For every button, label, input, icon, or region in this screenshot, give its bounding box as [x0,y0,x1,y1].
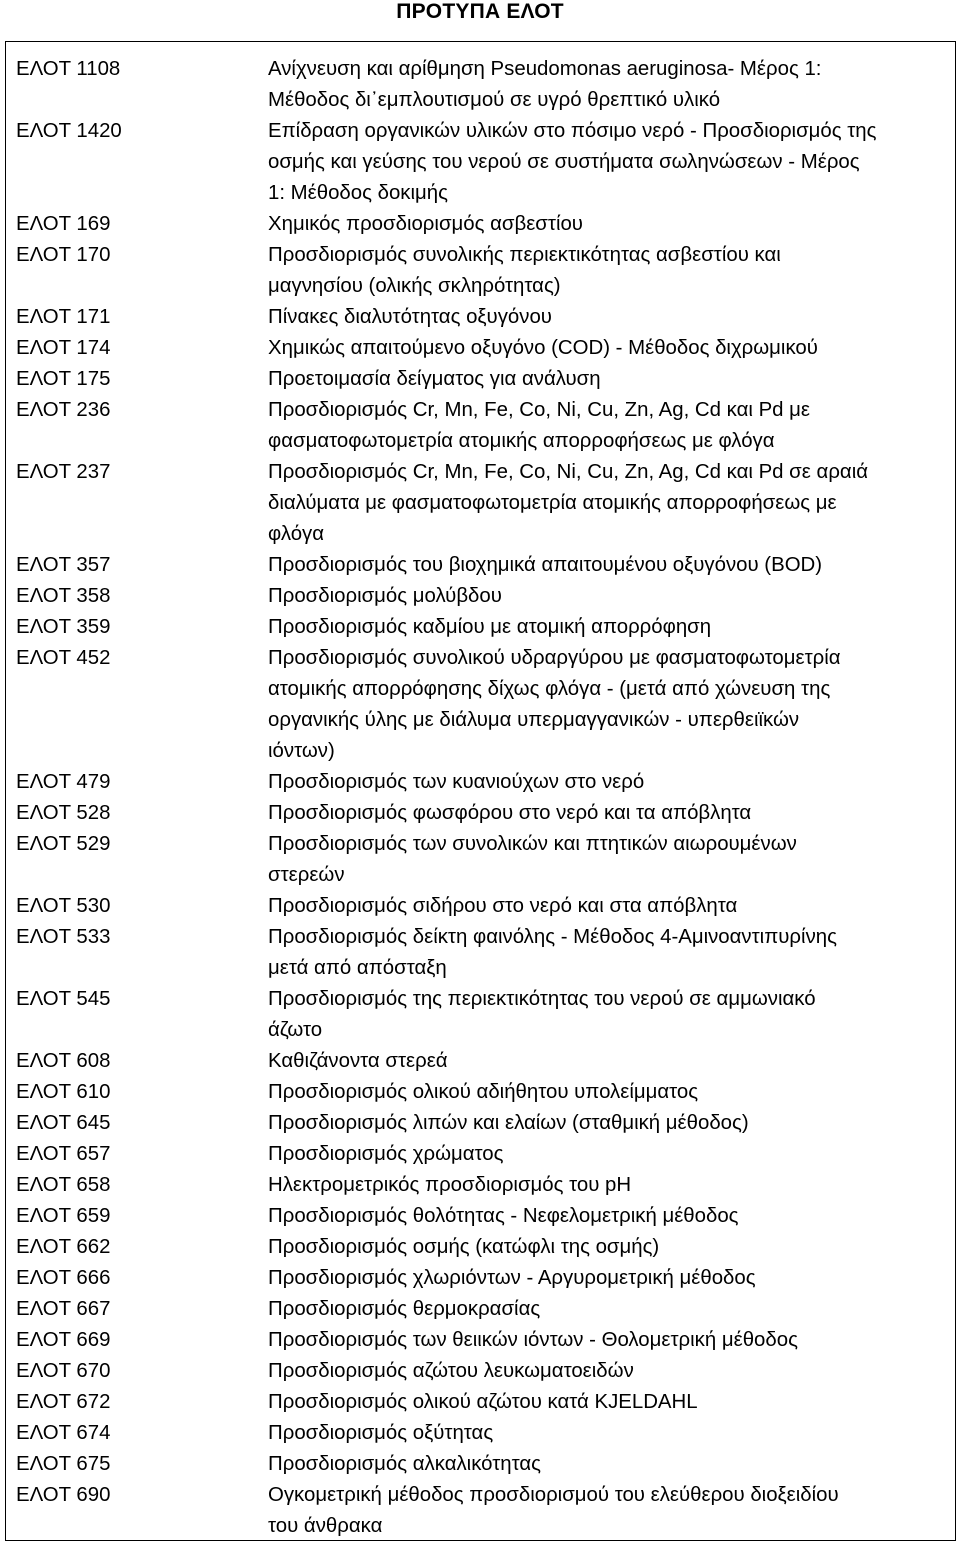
standard-code: ΕΛΟΤ 675 [16,1453,111,1475]
standard-code: ΕΛΟΤ 662 [16,1236,111,1258]
standard-code: ΕΛΟΤ 610 [16,1081,111,1103]
table-row [6,1480,955,1542]
standard-code: ΕΛΟΤ 528 [16,802,111,824]
table-row [6,302,955,333]
description-line: Χημικώς απαιτούμενο οξυγόνο (COD) - Μέθοδος διχρωμικού [268,337,818,359]
standard-description [268,1387,955,1418]
description-line: Προσδιορισμός του βιοχημικά απαιτουμένου οξυγόνου (BOD) [268,554,823,576]
standard-description [268,1356,955,1387]
description-line: Προσδιορισμός θολότητας - Νεφελομετρική μέθοδος [268,1205,739,1227]
description-line: Προετοιμασία δείγματος για ανάλυση [268,368,601,390]
table-row [6,798,955,829]
table-row [6,829,955,891]
page-title: ΠΡΟΤΥΠΑ ΕΛΟΤ [396,0,564,23]
standard-code: ΕΛΟΤ 672 [16,1391,111,1413]
table-row [6,333,955,364]
standard-code: ΕΛΟΤ 359 [16,616,111,638]
description-line: Ογκομετρική μέθοδος προσδιορισμού του ελεύθερου διοξειδίου [268,1484,839,1506]
description-line: Προσδιορισμός των κυανιούχων στο νερό [268,771,645,793]
description-line: μαγνησίου (ολικής σκληρότητας) [268,275,561,297]
standard-description [268,240,955,302]
description-line: μετά από απόσταξη [268,957,447,979]
standard-description [268,1170,955,1201]
standard-code: ΕΛΟΤ 545 [16,988,111,1010]
standard-description [268,302,955,333]
standard-description [268,922,955,984]
description-line: Προσδιορισμός της περιεκτικότητας του νερού σε αμμωνιακό [268,988,816,1010]
table-row [6,1418,955,1449]
description-line: Προσδιορισμός οσμής (κατώφλι της οσμής) [268,1236,660,1258]
standard-description [268,829,955,891]
description-line: φλόγα [268,523,325,545]
table-row [6,891,955,922]
description-line: Προσδιορισμός καδμίου με ατομική απορρόφηση [268,616,712,638]
description-line: Χημικός προσδιορισμός ασβεστίου [268,213,583,235]
description-line: Προσδιορισμός συνολικού υδραργύρου με φασματοφωτομετρία [268,647,841,669]
description-line: Προσδιορισμός των θειικών ιόντων - Θολομετρική μέθοδος [268,1329,798,1351]
description-line: 1: Μέθοδος δοκιμής [268,182,448,204]
table-row [6,550,955,581]
description-line: Προσδιορισμός οξύτητας [268,1422,494,1444]
standard-description [268,1418,955,1449]
description-line: Προσδιορισμός ολικού αδιήθητου υπολείμματος [268,1081,699,1103]
description-line: Προσδιορισμός χρώματος [268,1143,504,1165]
standard-description [268,209,955,240]
standard-description [268,1232,955,1263]
table-row [6,1046,955,1077]
description-line: Προσδιορισμός δείκτη φαινόλης - Μέθοδος 4-Αμινοαντιπυρίνης [268,926,837,948]
table-row [6,1108,955,1139]
standard-description [268,1294,955,1325]
table-row [6,1449,955,1480]
table-row [6,1139,955,1170]
standard-code: ΕΛΟΤ 169 [16,213,111,235]
table-row [6,1356,955,1387]
standard-code: ΕΛΟΤ 1420 [16,120,122,142]
standard-description [268,1325,955,1356]
description-line: Καθιζάνοντα στερεά [268,1050,448,1072]
standard-code: ΕΛΟΤ 357 [16,554,111,576]
standard-code: ΕΛΟΤ 170 [16,244,111,266]
standard-code: ΕΛΟΤ 669 [16,1329,111,1351]
standard-description [268,395,955,457]
standard-code: ΕΛΟΤ 666 [16,1267,111,1289]
description-line: άζωτο [268,1019,323,1041]
standard-description [268,364,955,395]
standard-description [268,116,955,209]
standard-description [268,1449,955,1480]
table-row [6,612,955,643]
standard-code: ΕΛΟΤ 452 [16,647,111,669]
standard-description [268,1263,955,1294]
table-row [6,1387,955,1418]
standard-code: ΕΛΟΤ 608 [16,1050,111,1072]
description-line: Προσδιορισμός αζώτου λευκωματοειδών [268,1360,634,1382]
standard-description [268,581,955,612]
standard-code: ΕΛΟΤ 479 [16,771,111,793]
standard-code: ΕΛΟΤ 358 [16,585,111,607]
standard-code: ΕΛΟΤ 237 [16,461,111,483]
standard-description [268,1046,955,1077]
standard-description [268,333,955,364]
description-line: Ηλεκτρομετρικός προσδιορισμός του pH [268,1174,632,1196]
standard-description [268,1077,955,1108]
standard-description [268,1108,955,1139]
description-line: οργανικής ύλης με διάλυμα υπερμαγγανικών - υπερθειϊκών [268,709,800,731]
description-line: Προσδιορισμός χλωριόντων - Αργυρομετρική μέθοδος [268,1267,756,1289]
table-row [6,922,955,984]
description-line: Προσδιορισμός σιδήρου στο νερό και στα απόβλητα [268,895,738,917]
standard-code: ΕΛΟΤ 529 [16,833,111,855]
description-line: Προσδιορισμός Cr, Mn, Fe, Co, Ni, Cu, Zn, Ag, Cd και Pd με [268,399,811,421]
description-line: φασματοφωτομετρία ατομικής απορροφήσεως με φλόγα [268,430,775,452]
table-row [6,209,955,240]
table-row [6,1294,955,1325]
description-line: Προσδιορισμός Cr, Mn, Fe, Co, Ni, Cu, Zn, Ag, Cd και Pd σε αραιά [268,461,869,483]
description-line: Προσδιορισμός θερμοκρασίας [268,1298,541,1320]
standards-table [5,41,956,1541]
standard-description [268,643,955,767]
standard-code: ΕΛΟΤ 530 [16,895,111,917]
description-line: Προσδιορισμός μολύβδου [268,585,502,607]
description-line: του άνθρακα [268,1515,383,1537]
table-row [6,984,955,1046]
standard-code: ΕΛΟΤ 657 [16,1143,111,1165]
table-row [6,581,955,612]
description-line: Προσδιορισμός συνολικής περιεκτικότητας ασβεστίου και [268,244,781,266]
description-line: Πίνακες διαλυτότητας οξυγόνου [268,306,552,328]
standard-code: ΕΛΟΤ 667 [16,1298,111,1320]
description-line: Προσδιορισμός των συνολικών και πτητικών αιωρουμένων [268,833,797,855]
table-row [6,395,955,457]
description-line: Ανίχνευση και αρίθμηση Pseudomonas aeruginosa- Μέρος 1: [268,58,822,80]
description-line: διαλύματα με φασματοφωτομετρία ατομικής απορροφήσεως με [268,492,837,514]
description-line: Προσδιορισμός λιπών και ελαίων (σταθμική μέθοδος) [268,1112,749,1134]
description-line: ιόντων) [268,740,335,762]
table-row [6,1077,955,1108]
table-row [6,1325,955,1356]
standard-code: ΕΛΟΤ 174 [16,337,111,359]
description-line: Επίδραση οργανικών υλικών στο πόσιμο νερό - Προσδιορισμός της [268,120,877,142]
standard-code: ΕΛΟΤ 658 [16,1174,111,1196]
standard-code: ΕΛΟΤ 645 [16,1112,111,1134]
table-row [6,1170,955,1201]
standard-description [268,798,955,829]
description-line: Προσδιορισμός ολικού αζώτου κατά KJELDAHL [268,1391,698,1413]
standard-code: ΕΛΟΤ 533 [16,926,111,948]
standard-description [268,457,955,550]
description-line: Προσδιορισμός αλκαλικότητας [268,1453,541,1475]
table-row [6,457,955,550]
table-row [6,1263,955,1294]
description-line: Μέθοδος δι᾽εμπλουτισμού σε υγρό θρεπτικό υλικό [268,89,721,111]
standard-description [268,1139,955,1170]
standard-code: ΕΛΟΤ 175 [16,368,111,390]
standard-description [268,1480,955,1542]
standard-code: ΕΛΟΤ 674 [16,1422,111,1444]
standard-code: ΕΛΟΤ 690 [16,1484,111,1506]
standard-description [268,891,955,922]
table-row [6,364,955,395]
standard-description [268,1201,955,1232]
standard-description [268,612,955,643]
table-row [6,767,955,798]
description-line: ατομικής απορρόφησης δίχως φλόγα - (μετά από χώνευση της [268,678,831,700]
table-row [6,1232,955,1263]
standard-description [268,767,955,798]
standard-description [268,984,955,1046]
table-row [6,42,955,116]
description-line: Προσδιορισμός φωσφόρου στο νερό και τα απόβλητα [268,802,752,824]
standard-description [268,550,955,581]
description-line: στερεών [268,864,345,886]
standard-description [268,54,955,116]
standard-code: ΕΛΟΤ 670 [16,1360,111,1382]
standard-code: ΕΛΟΤ 659 [16,1205,111,1227]
table-row [6,240,955,302]
standard-code: ΕΛΟΤ 236 [16,399,111,421]
table-row [6,116,955,209]
standard-code: ΕΛΟΤ 171 [16,306,111,328]
table-row [6,643,955,767]
description-line: οσμής και γεύσης του νερού σε συστήματα σωληνώσεων - Μέρος [268,151,860,173]
table-row [6,1201,955,1232]
standard-code: ΕΛΟΤ 1108 [16,58,121,80]
